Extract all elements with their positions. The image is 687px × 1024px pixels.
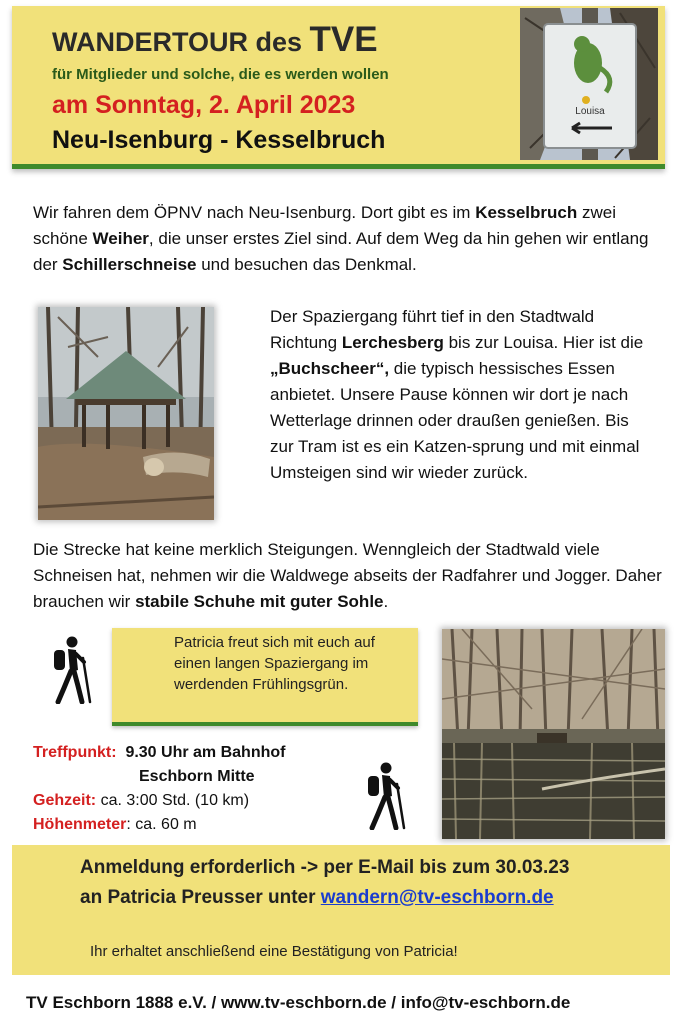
email-link[interactable]: wandern@tv-eschborn.de (320, 887, 554, 908)
intro-text-4: und besuchen das Denkmal. (196, 255, 417, 274)
duration-value: ca. 3:00 Std. (10 km) (96, 792, 250, 809)
walk-description (270, 304, 650, 486)
intro-text-1: Wir fahren dem ÖPNV nach Neu-Isenburg. Dort gibt es im (33, 203, 476, 222)
registration-box (12, 845, 670, 975)
meeting-value: 9.30 Uhr am Bahnhof (125, 744, 286, 761)
route-paragraph (33, 537, 673, 615)
hiker-icon (360, 762, 408, 830)
route-text-2: . (383, 592, 389, 611)
duration-label: Gehzeit: (33, 792, 97, 809)
contact-prefix: an Patricia Preusser unter (80, 887, 321, 908)
title-part-2: TVE (309, 20, 378, 59)
forest-hut-photo (38, 307, 214, 520)
footer: TV Eschborn 1888 e.V. / www.tv-eschborn.de / info@tv-eschborn.de (26, 993, 571, 1012)
buchscheer-bold: „Buchscheer“, (270, 359, 390, 378)
intro-text-3: , die unser erstes Ziel sind. Auf dem Weg da hin gehen wir entlang der (33, 229, 649, 274)
intro-paragraph (33, 200, 653, 278)
walk-text-3: die typisch hessisches Essen anbietet. Unsere Pause können wir dort je nach Wetterlage drinnen oder draußen genießen. Bis zur Tram ist es ein Katzen-sprung und mit einmal Umsteigen sind wir wieder zurück. (270, 359, 640, 482)
quote-text: Patricia freut sich mit euch auf einen langen Spaziergang im werdenden Frühlingsgrün. (174, 634, 375, 693)
elevation (33, 813, 197, 836)
meeting-point-line2: Eschborn Mitte (139, 768, 255, 785)
sign-label: Louisa (575, 106, 605, 117)
meeting-label: Treffpunkt: (33, 744, 117, 761)
elevation-value: : ca. 60 m (126, 816, 197, 833)
kesselbruch-bold: Kesselbruch (475, 203, 578, 222)
walk-duration (33, 789, 249, 812)
meeting-point (33, 741, 285, 764)
walk-text-1: Der Spaziergang führt tief in den Stadtwald Richtung (270, 307, 595, 352)
registration-deadline: Anmeldung erforderlich -> per E-Mail bis zum 30.03.23 (80, 857, 570, 878)
walk-text-2: bis zur Louisa. Hier ist die (443, 333, 644, 352)
trail-sign-photo (520, 8, 658, 160)
elevation-label: Höhenmeter (33, 816, 127, 833)
shoes-bold: stabile Schuhe mit guter Sohle (135, 592, 384, 611)
weiher-bold: Weiher (92, 229, 149, 248)
intro-text-2: zwei schöne (33, 203, 616, 248)
event-date: am Sonntag, 2. April 2023 (52, 91, 356, 119)
lerchesberg-bold: Lerchesberg (341, 333, 444, 352)
hiker-icon (46, 636, 94, 704)
registration-contact (80, 887, 554, 909)
quote-box (112, 628, 418, 726)
confirmation-note: Ihr erhaltet anschließend eine Bestätigung von Patricia! (90, 943, 458, 960)
route-text-1: Die Strecke hat keine merklich Steigungen. Wenngleich der Stadtwald viele Schneisen hat, nehmen wir die Waldwege abseits der Radfahrer und Jogger. Daher brauchen wir (33, 540, 662, 611)
schillerschneise-bold: Schillerschneise (62, 255, 197, 274)
flyer-subtitle: für Mitglieder und solche, die es werden wollen (52, 66, 389, 83)
title-part-1: WANDERTOUR des (52, 27, 310, 57)
flyer-title (52, 20, 378, 60)
pond-photo (442, 629, 665, 839)
event-place: Neu-Isenburg - Kesselbruch (52, 126, 386, 154)
